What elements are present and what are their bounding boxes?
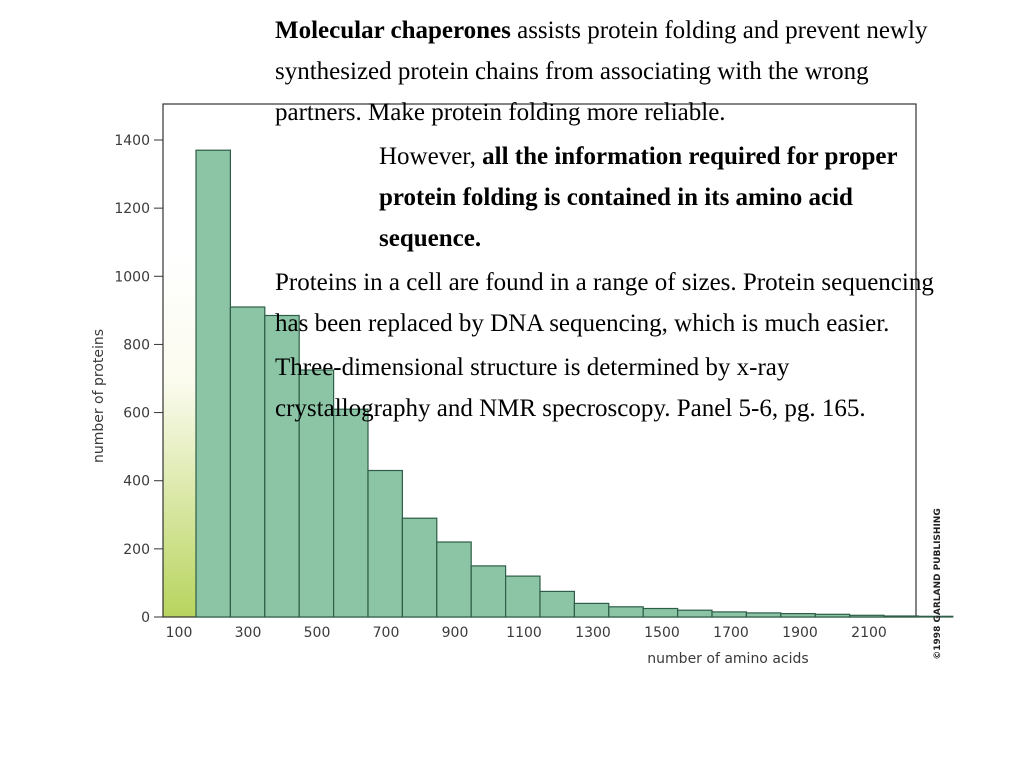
bar-2000 [850,615,884,617]
bar-1300 [609,607,643,617]
y-axis [114,133,163,626]
paragraph-structure-methods: Three-dimensional structure is determined by x-ray crystallography and NMR specroscopy. Panel 5-6, pg. 165. [275,354,866,422]
y-tick-label: 0 [141,610,150,626]
bar-1700 [746,613,780,617]
x-tick-label: 1300 [575,625,611,641]
slide-body [275,10,945,432]
bar-200 [230,307,264,617]
x-tick-label: 1500 [644,625,680,641]
y-tick-label: 800 [123,337,150,354]
copyright-credit: ©1998 GARLAND PUBLISHING [933,508,943,660]
paragraph-protein-sizes: Proteins in a cell are found in a range of sizes. Protein sequencing has been replaced by DNA sequencing, which is much easier. [275,269,934,337]
y-axis-title: number of proteins [91,328,107,464]
paragraph-sequence-info [275,136,945,259]
bar-1900 [815,614,849,617]
bar-1600 [712,612,746,617]
bar-1800 [781,614,815,617]
bar-1000 [506,576,540,617]
x-tick-label: 1700 [713,625,749,641]
plot-gradient [163,255,196,617]
y-tick-label: 1000 [114,269,150,286]
bar-1200 [574,603,608,617]
bar-1100 [540,591,574,617]
bar-100 [196,150,230,617]
y-tick-label: 200 [123,541,150,558]
y-tick-label: 1400 [114,133,150,149]
bar-700 [402,518,436,617]
y-tick-label: 1200 [114,201,150,218]
bar-900 [471,566,505,617]
x-tick-label: 700 [372,625,400,641]
however-lead: However, [379,143,483,170]
y-tick-label: 400 [123,473,150,490]
bar-2100 [884,616,918,617]
x-tick-label: 1100 [506,625,542,641]
bar-800 [437,542,471,617]
x-axis [166,625,887,641]
x-tick-label: 2100 [851,625,887,641]
term-molecular-chaperones: Molecular chaperones [275,17,511,44]
x-tick-label: 1900 [782,625,818,641]
bar-1500 [678,610,712,617]
bar-600 [368,471,402,618]
x-tick-label: 300 [234,625,262,641]
sequence-statement: all the information required for proper protein folding is contained in its amino acid sequence. [379,143,898,252]
paragraph-chaperones-text: assists protein folding and prevent newly synthesized protein chains from associating with the wrong partners. Make protein folding more reliable. [275,17,928,126]
x-tick-label: 900 [441,625,469,641]
bar-1400 [643,609,677,618]
paragraph-chaperones [275,10,945,133]
y-tick-label: 600 [123,405,150,422]
x-tick-label: 500 [303,625,331,641]
x-axis-title: number of amino acids [647,651,809,667]
x-tick-label: 100 [165,625,193,641]
bar-500 [334,409,368,617]
